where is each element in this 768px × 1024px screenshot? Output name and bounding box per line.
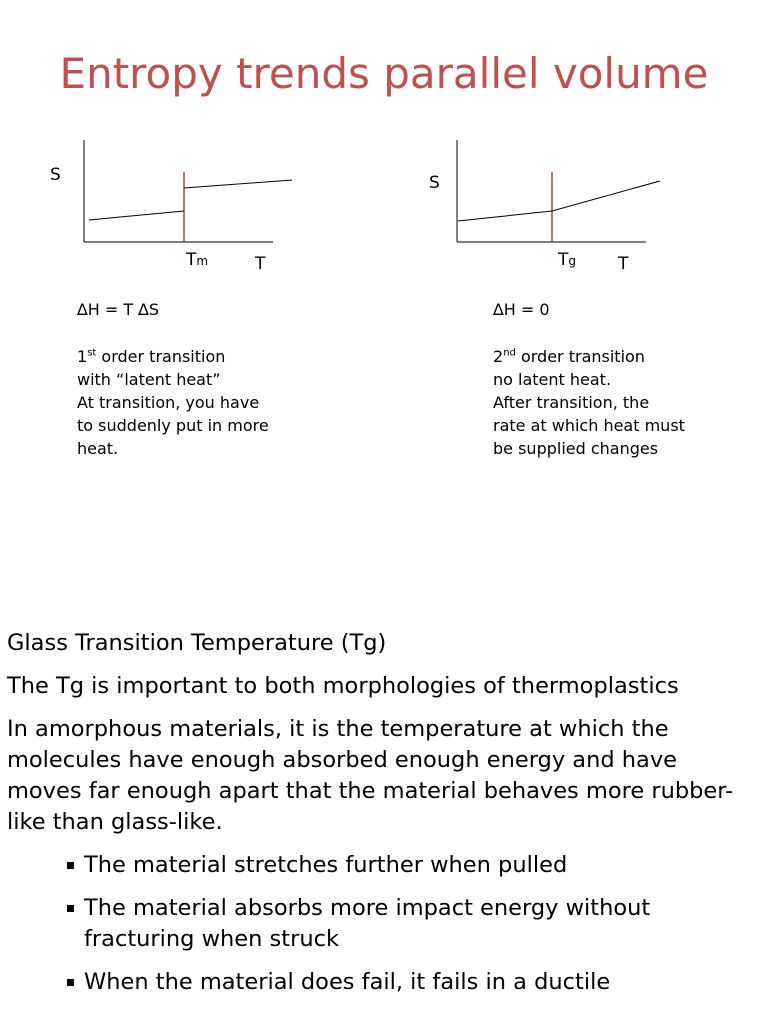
slide-title: Entropy trends parallel volume (59, 49, 709, 98)
axis-label-t: T (618, 254, 629, 274)
desc-line: to suddenly put in more (77, 416, 269, 435)
second-order-panel (420, 130, 720, 470)
axis-label-s: S (429, 173, 440, 193)
section-heading: Glass Transition Temperature (Tg) (7, 630, 387, 656)
desc-line: 2nd order transition (493, 347, 645, 366)
bullet-list (7, 850, 757, 998)
axis-label-t: T (255, 254, 266, 274)
second-order-graph (420, 130, 680, 280)
desc-line: be supplied changes (493, 439, 659, 458)
description-left (77, 345, 337, 460)
paragraph: The Tg is important to both morphologies of thermoplastics (7, 673, 679, 699)
first-order-panel (46, 130, 346, 470)
marker-label-tm: Tm (186, 250, 209, 270)
bullet-item: When the material does fail, it fails in a ductile (67, 967, 757, 998)
desc-line: with “latent heat” (77, 370, 221, 389)
desc-line: 1st order transition (77, 347, 226, 366)
desc-line: heat. (77, 439, 119, 458)
bullet-item: The material stretches further when pulled (67, 850, 757, 881)
first-order-graph (46, 130, 306, 280)
entropy-line-high (552, 181, 660, 211)
equation-right: ∆H = 0 (493, 300, 550, 319)
marker-label-tg: Tg (558, 250, 577, 270)
desc-line: After transition, the (493, 393, 650, 412)
entropy-line-low (458, 211, 552, 221)
entropy-line-low (89, 211, 184, 220)
desc-line: rate at which heat must (493, 416, 685, 435)
desc-line: At transition, you have (77, 393, 260, 412)
description-right (493, 345, 753, 460)
axis-label-s: S (50, 165, 61, 185)
equation-left: ∆H = T ∆S (77, 300, 160, 319)
desc-line: no latent heat. (493, 370, 612, 389)
bullet-item: The material absorbs more impact energy without fracturing when struck (67, 893, 757, 955)
entropy-line-high (184, 180, 292, 188)
paragraph: In amorphous materials, it is the temperature at which the molecules have enough absorbed enough energy and have moves far enough apart that the material behaves more rubber-like than glass-like. (7, 716, 734, 835)
body-text (7, 628, 757, 1010)
